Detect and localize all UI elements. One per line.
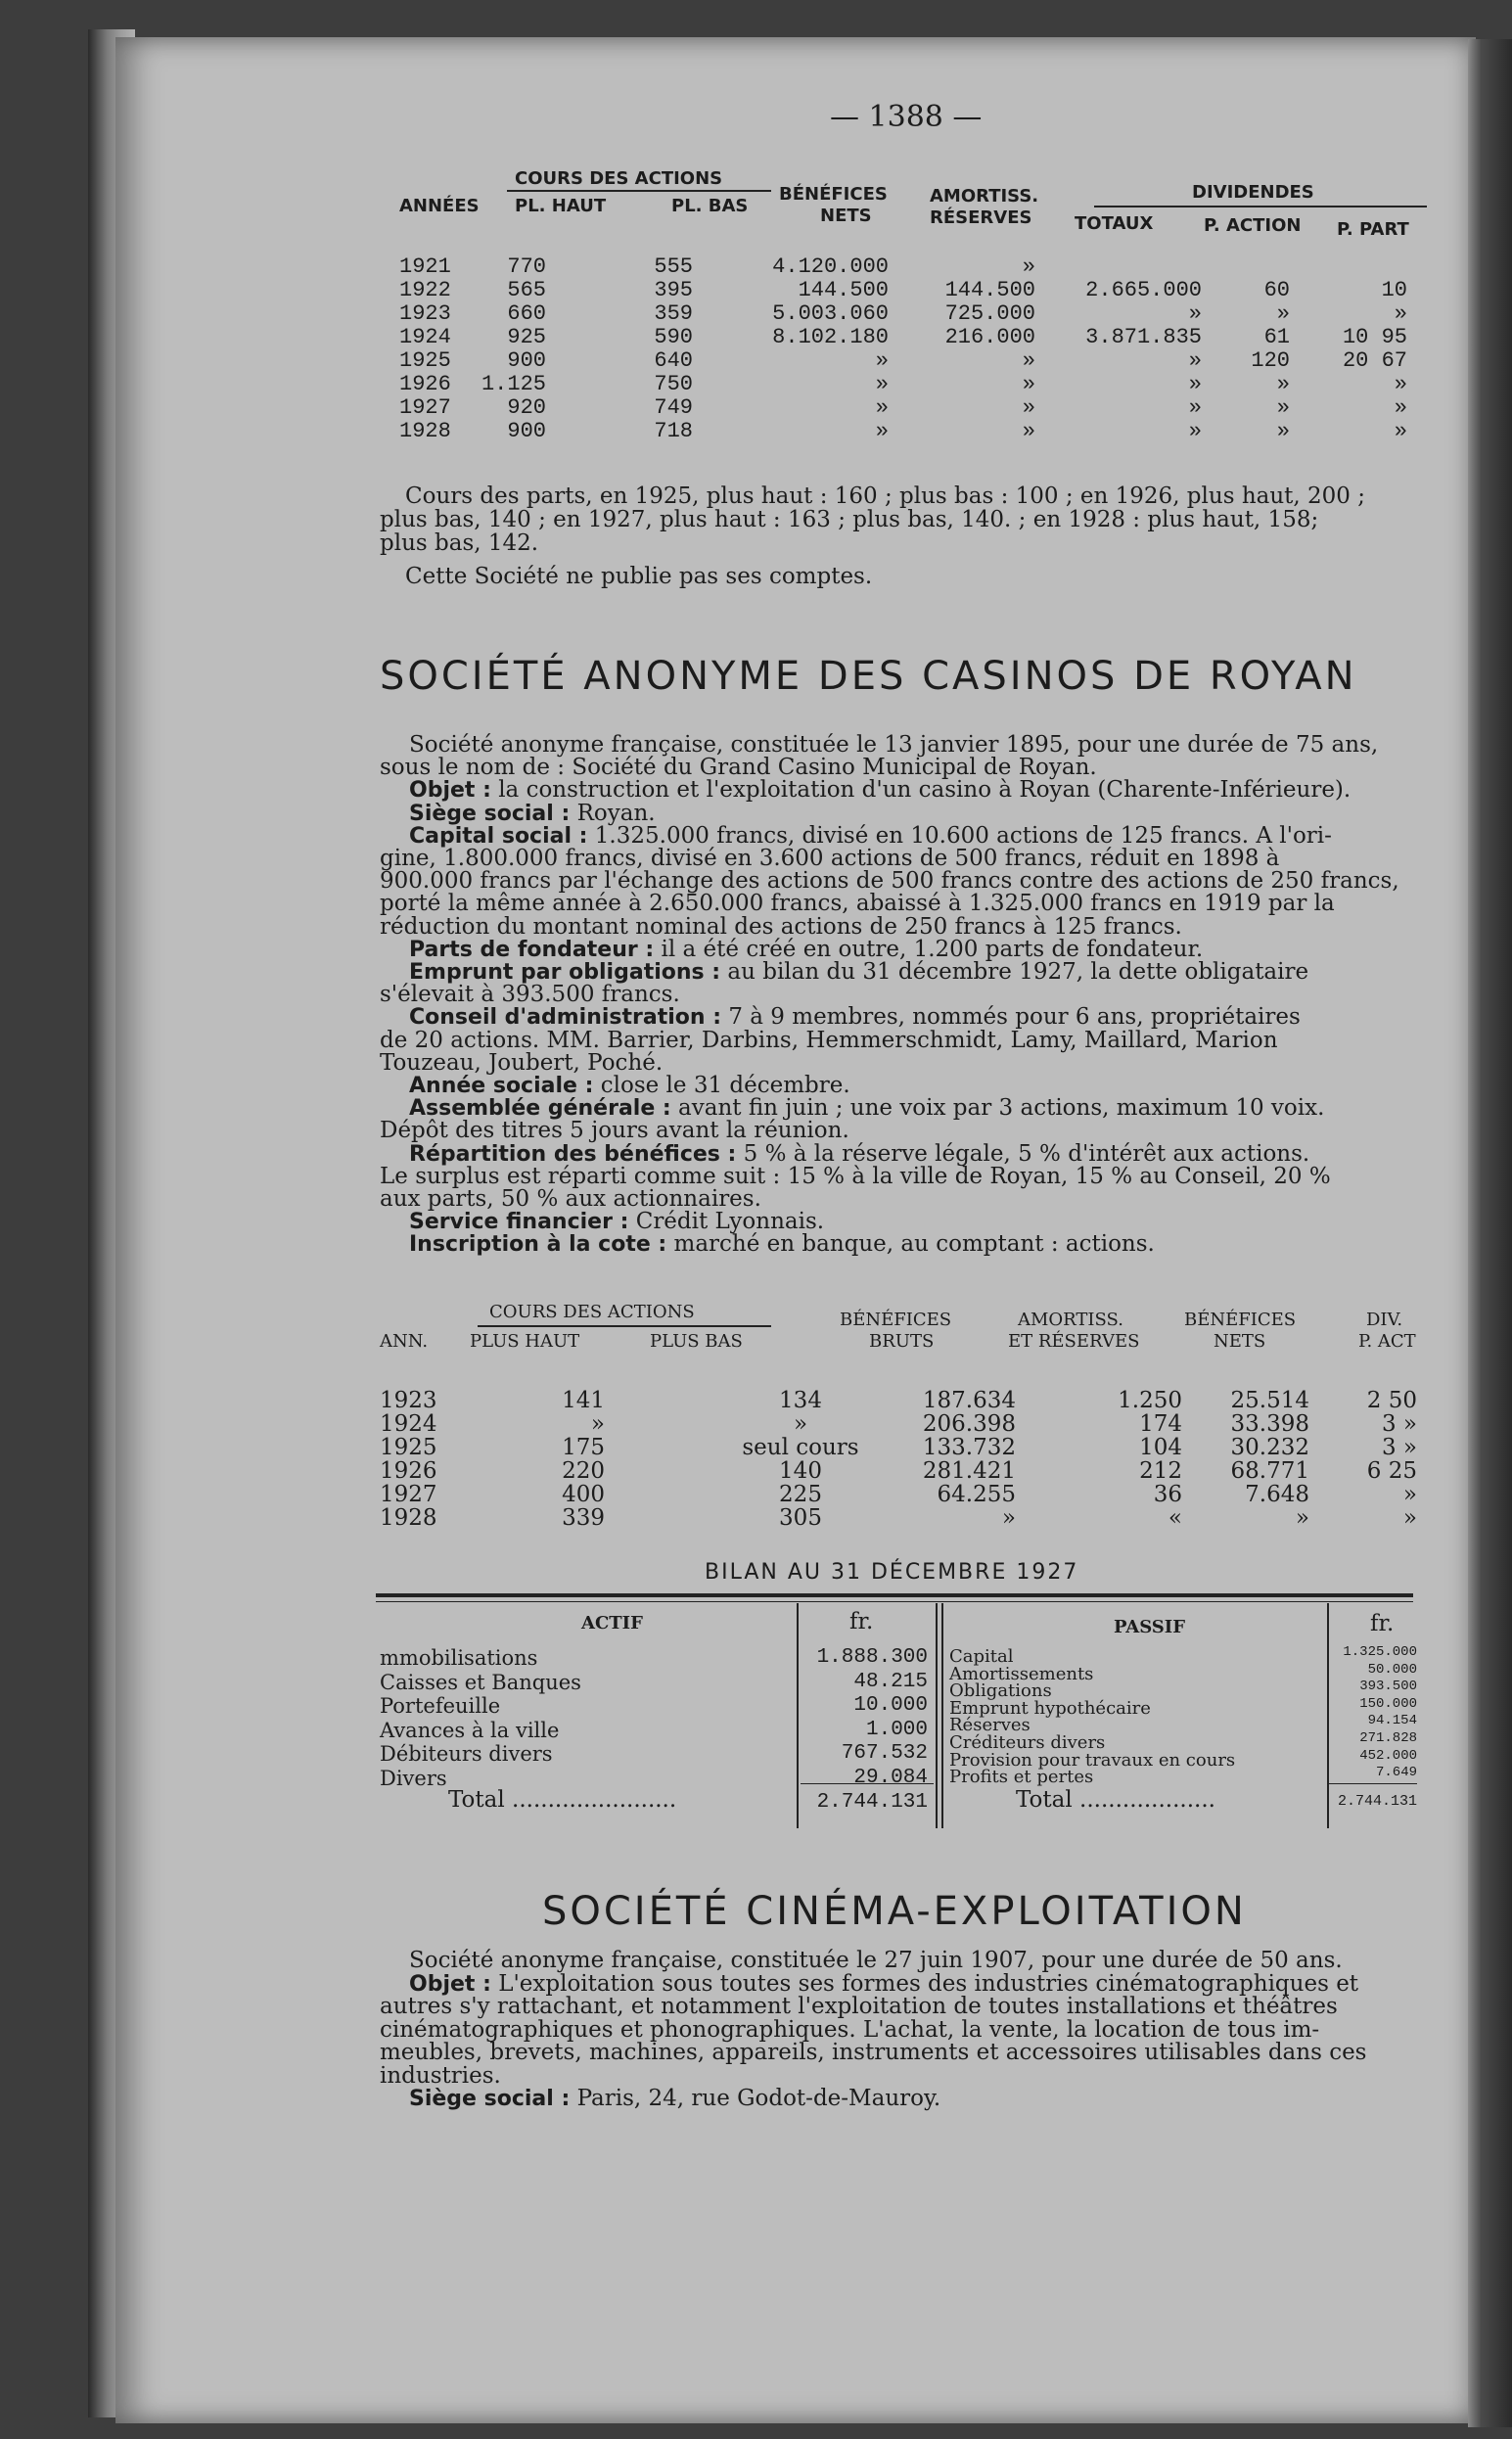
t1-cell-benef: 8.102.180 — [772, 325, 889, 349]
cinema-line — [409, 2088, 940, 2110]
bilan-total-actif-value: 2.744.131 — [816, 1791, 928, 1814]
t1-cell-year: 1926 — [399, 372, 451, 396]
t2-cell-div: 3 » — [1381, 1435, 1417, 1460]
t1-div-rule — [1094, 206, 1427, 207]
t1-cell-haut: 900 — [507, 419, 546, 443]
bilan-actif-label-item: Avances à la ville — [380, 1718, 560, 1742]
royan-line — [409, 822, 1332, 849]
t1-cell-year: 1928 — [399, 419, 451, 443]
royan-line — [380, 1188, 761, 1211]
t2-header-amort-2: ET RÉSERVES — [1008, 1331, 1140, 1352]
t1-cell-action: 120 — [1251, 348, 1290, 373]
t2-cell-haut: 141 — [562, 1388, 605, 1413]
paragraph-text: L'exploitation sous toutes ses formes des industries cinématographiques et — [490, 1970, 1359, 1997]
t1-header-amortiss: AMORTISS. — [930, 186, 1039, 207]
paragraph-heading: Parts de fondateur : — [409, 937, 655, 962]
t2-header-plus-haut: PLUS HAUT — [470, 1331, 580, 1352]
bilan-actif-label-item: Portefeuille — [380, 1694, 501, 1718]
t1-header-p-action: P. ACTION — [1204, 215, 1302, 236]
bilan-actif-fr: fr. — [849, 1609, 874, 1634]
bilan-passif-value: 7.649 — [1375, 1765, 1417, 1781]
t2-header-benef-nets-2: NETS — [1214, 1331, 1266, 1352]
t1-cell-action: » — [1276, 419, 1290, 443]
bilan-passif-label-item: Provision pour travaux en cours — [949, 1749, 1236, 1771]
paragraph-text: marché en banque, au comptant : actions. — [666, 1231, 1155, 1258]
t2-cell-bas: » — [793, 1411, 808, 1437]
t1-cell-amort: 725.000 — [944, 301, 1035, 326]
paragraph-heading: Siège social : — [409, 801, 571, 826]
t2-cell-year: 1924 — [380, 1411, 437, 1437]
t1-cell-amort: » — [1022, 254, 1035, 279]
t1-cell-action: » — [1276, 301, 1290, 326]
t1-header-pl-haut: PL. HAUT — [515, 196, 607, 216]
page-edge — [1468, 39, 1512, 2427]
cinema-line — [380, 1996, 1338, 2018]
bilan-actif-label-item: Divers — [380, 1766, 447, 1790]
paragraph-heading: Service financier : — [409, 1210, 629, 1235]
t2-cell-haut: 220 — [562, 1458, 605, 1484]
t1-cell-part: 20 67 — [1342, 348, 1407, 373]
t2-cell-bas: 134 — [779, 1388, 822, 1413]
paragraph-text: Royan. — [570, 800, 656, 826]
t1-cell-bas: 750 — [654, 372, 693, 396]
bilan-actif-label: ACTIF — [581, 1613, 643, 1634]
bilan-vrule-1 — [797, 1603, 799, 1828]
t2-cell-year: 1923 — [380, 1388, 437, 1413]
t1-cell-totaux: 2.665.000 — [1085, 278, 1202, 302]
parts-note-line-3: plus bas, 142. — [380, 530, 539, 556]
royan-line — [380, 1163, 1331, 1189]
cinema-line — [380, 2062, 501, 2089]
royan-line — [409, 936, 1204, 962]
bilan-actif-value: 10.000 — [853, 1694, 928, 1717]
t1-cell-benef: » — [875, 372, 889, 396]
t2-cell-haut: 339 — [562, 1505, 605, 1531]
t2-cell-amort: 36 — [1153, 1482, 1182, 1507]
royan-line — [409, 1006, 1301, 1029]
royan-line — [409, 1211, 824, 1233]
royan-title: SOCIÉTÉ ANONYME DES CASINOS DE ROYAN — [380, 654, 1357, 699]
t1-cell-amort: » — [1022, 419, 1035, 443]
t1-header-cours: COURS DES ACTIONS — [515, 168, 723, 189]
t2-header-div-1: DIV. — [1366, 1310, 1403, 1330]
paragraph-text: 900.000 francs par l'échange des actions de 500 francs contre des actions de 250 francs, — [380, 868, 1399, 895]
t2-cell-year: 1925 — [380, 1435, 437, 1460]
bilan-vrule-2 — [936, 1603, 938, 1828]
paragraph-heading: Conseil d'administration : — [409, 1005, 722, 1031]
paragraph-heading: Année sociale : — [409, 1074, 594, 1098]
cinema-title: SOCIÉTÉ CINÉMA-EXPLOITATION — [542, 1889, 1247, 1934]
t1-cell-action: 60 — [1263, 278, 1290, 302]
t2-cell-year: 1928 — [380, 1505, 437, 1531]
royan-line — [380, 870, 1399, 893]
paragraph-heading: Objet : — [409, 778, 491, 804]
t2-cell-bruts: 64.255 — [937, 1482, 1016, 1507]
t1-header-pl-bas: PL. BAS — [671, 196, 749, 216]
t2-cell-nets: 68.771 — [1230, 1458, 1309, 1484]
royan-line — [380, 984, 680, 1006]
t1-cell-year: 1927 — [399, 395, 451, 420]
royan-line — [409, 1233, 1155, 1256]
royan-line — [380, 848, 1279, 870]
paragraph-text: Société anonyme française, constituée le 27 juin 1907, pour une durée de 50 ans. — [409, 1948, 1343, 1973]
t2-cell-amort: 1.250 — [1118, 1388, 1182, 1413]
t2-cell-div: » — [1402, 1482, 1417, 1507]
paragraph-text: 1.325.000 francs, divisé en 10.600 actions de 125 francs. A l'ori- — [587, 822, 1332, 849]
t2-cell-bruts: 206.398 — [922, 1411, 1016, 1437]
t2-cell-bruts: 281.421 — [922, 1458, 1016, 1484]
t2-cell-amort: 212 — [1139, 1458, 1182, 1484]
t1-cell-part: » — [1394, 395, 1407, 420]
t1-cell-bas: 590 — [654, 325, 693, 349]
t1-cell-benef: » — [875, 419, 889, 443]
royan-line — [380, 757, 1097, 779]
t1-cell-amort: 216.000 — [944, 325, 1035, 349]
paragraph-text: réduction du montant nominal des actions de 250 francs à 125 francs. — [380, 913, 1182, 940]
paragraph-heading: Répartition des bénéfices : — [409, 1141, 737, 1167]
bilan-passif-label-item: Créditeurs divers — [949, 1732, 1106, 1753]
t1-cell-bas: 359 — [654, 301, 693, 326]
t2-cell-div: 6 25 — [1366, 1458, 1417, 1484]
bilan-passif-label-item: Obligations — [949, 1680, 1052, 1702]
t2-header-benef-bruts-1: BÉNÉFICES — [840, 1310, 952, 1330]
t1-cell-totaux: » — [1188, 348, 1202, 373]
bilan-passif-label-item: Emprunt hypothécaire — [949, 1697, 1151, 1719]
t1-cell-year: 1922 — [399, 278, 451, 302]
bilan-actif-value: 29.084 — [853, 1766, 928, 1789]
cinema-line — [380, 2016, 1320, 2043]
parts-note-line-4: Cette Société ne publie pas ses comptes. — [405, 564, 873, 589]
t2-header-div-2: P. ACT — [1358, 1331, 1416, 1352]
paragraph-heading: Siège social : — [409, 2087, 571, 2111]
t1-cell-totaux: » — [1188, 419, 1202, 443]
t1-cell-bas: 395 — [654, 278, 693, 302]
t1-cell-part: » — [1394, 301, 1407, 326]
t2-header-amort-1: AMORTISS. — [1018, 1310, 1123, 1330]
t2-cell-haut: 175 — [562, 1435, 605, 1460]
bilan-passif-label-item: Amortissements — [949, 1663, 1094, 1684]
t2-cell-div: 2 50 — [1366, 1388, 1417, 1413]
paragraph-text: il a été créé en outre, 1.200 parts de fondateur. — [654, 936, 1204, 962]
paragraph-heading: Capital social : — [409, 823, 588, 849]
t2-cell-bas: 140 — [779, 1458, 822, 1484]
t1-cell-haut: 920 — [507, 395, 546, 420]
t2-cell-amort: 104 — [1139, 1435, 1182, 1460]
t2-cell-nets: 7.648 — [1245, 1482, 1309, 1507]
bilan-total-passif-label: Total ................... — [1016, 1787, 1215, 1813]
t1-cell-benef: 4.120.000 — [772, 254, 889, 279]
bilan-passif-fr: fr. — [1370, 1611, 1395, 1636]
t2-cell-div: » — [1402, 1505, 1417, 1531]
t2-header-plus-bas: PLUS BAS — [650, 1331, 743, 1352]
t2-cell-bas: 225 — [779, 1482, 822, 1507]
t2-cell-bas: 305 — [779, 1505, 822, 1531]
paragraph-text: close le 31 décembre. — [593, 1073, 850, 1098]
t2-cell-year: 1927 — [380, 1482, 437, 1507]
paragraph-text: Touzeau, Joubert, Poché. — [380, 1049, 664, 1076]
cinema-line — [380, 2042, 1367, 2064]
t2-cell-nets: 25.514 — [1230, 1388, 1309, 1413]
royan-line — [380, 1049, 664, 1076]
parts-note-line-2: plus bas, 140 ; en 1927, plus haut : 163 ; plus bas, 140. ; en 1928 : plus haut, 158; — [380, 507, 1319, 532]
royan-line — [409, 1075, 850, 1097]
t2-cell-year: 1926 — [380, 1458, 437, 1484]
paragraph-text: gine, 1.800.000 francs, divisé en 3.600 actions de 500 francs, réduit en 1898 à — [380, 846, 1280, 871]
t1-header-reserves: RÉSERVES — [930, 207, 1032, 228]
bilan-passif-value: 452.000 — [1359, 1747, 1417, 1764]
t1-cell-part: » — [1394, 372, 1407, 396]
t2-header-cours: COURS DES ACTIONS — [489, 1302, 695, 1322]
paragraph-heading: Emprunt par obligations : — [409, 960, 721, 985]
t1-cell-part: » — [1394, 419, 1407, 443]
bilan-top-rule — [376, 1593, 1413, 1597]
paragraph-text: sous le nom de : Société du Grand Casino Municipal de Royan. — [380, 755, 1097, 781]
t2-cell-div: 3 » — [1381, 1411, 1417, 1437]
t2-cell-bas: seul cours — [742, 1435, 859, 1460]
royan-line — [380, 1120, 849, 1142]
royan-line — [409, 1097, 1324, 1120]
t1-cell-haut: 925 — [507, 325, 546, 349]
paragraph-heading: Assemblée générale : — [409, 1096, 671, 1122]
t1-cell-year: 1925 — [399, 348, 451, 373]
t1-header-dividendes: DIVIDENDES — [1192, 182, 1314, 203]
paragraph-text: aux parts, 50 % aux actionnaires. — [380, 1186, 761, 1212]
paragraph-text: de 20 actions. MM. Barrier, Darbins, Hemmerschmidt, Lamy, Maillard, Marion — [380, 1027, 1278, 1053]
cinema-line — [409, 1970, 1359, 1997]
t1-cell-amort: » — [1022, 372, 1035, 396]
bilan-passif-value: 50.000 — [1367, 1661, 1417, 1678]
paragraph-text: Le surplus est réparti comme suit : 15 % à la ville de Royan, 15 % au Conseil, 20 % — [380, 1163, 1331, 1189]
bilan-actif-value: 1.888.300 — [816, 1646, 928, 1669]
t2-cours-rule — [478, 1325, 771, 1327]
bilan-actif-sum-rule — [801, 1783, 934, 1784]
t1-header-annees: ANNÉES — [399, 196, 480, 216]
t1-cell-haut: 770 — [507, 254, 546, 279]
t1-cell-action: » — [1276, 395, 1290, 420]
bilan-passif-sum-rule — [1329, 1783, 1417, 1784]
bilan-passif-label-item: Profits et pertes — [949, 1767, 1094, 1788]
cinema-line — [409, 1950, 1343, 1972]
t1-cell-haut: 1.125 — [481, 372, 546, 396]
paragraph-text: 7 à 9 membres, nommés pour 6 ans, propriétaires — [721, 1004, 1301, 1031]
t1-cell-bas: 718 — [654, 419, 693, 443]
paragraph-heading: Objet : — [409, 1971, 491, 1997]
t1-cell-year: 1923 — [399, 301, 451, 326]
t1-cell-haut: 900 — [507, 348, 546, 373]
bilan-actif-label-item: Débiteurs divers — [380, 1742, 553, 1766]
royan-line — [409, 800, 656, 826]
royan-line — [380, 893, 1335, 915]
t2-cell-amort: 174 — [1139, 1411, 1182, 1437]
bilan-vrule-3 — [941, 1603, 943, 1828]
bilan-passif-value: 150.000 — [1359, 1695, 1417, 1712]
t2-cell-bruts: 133.732 — [922, 1435, 1016, 1460]
t2-header-benef-nets-1: BÉNÉFICES — [1184, 1310, 1297, 1330]
t1-cours-rule — [507, 190, 771, 192]
t1-cell-totaux: 3.871.835 — [1085, 325, 1202, 349]
t1-cell-totaux: » — [1188, 395, 1202, 420]
bilan-actif-label-item: mmobilisations — [380, 1646, 538, 1670]
t1-cell-part: 10 95 — [1342, 325, 1407, 349]
paragraph-text: la construction et l'exploitation d'un casino à Royan (Charente-Inférieure). — [490, 777, 1352, 804]
t1-cell-year: 1924 — [399, 325, 451, 349]
t1-cell-bas: 555 — [654, 254, 693, 279]
bilan-passif-label: PASSIF — [1114, 1617, 1185, 1637]
t2-cell-haut: 400 — [562, 1482, 605, 1507]
t1-cell-action: » — [1276, 372, 1290, 396]
book-page — [115, 37, 1476, 2423]
paragraph-text: Crédit Lyonnais. — [628, 1209, 825, 1235]
bilan-passif-label-item: Réserves — [949, 1715, 1031, 1736]
bilan-actif-label-item: Caisses et Banques — [380, 1670, 581, 1694]
royan-line — [409, 961, 1308, 984]
paragraph-text: 5 % à la réserve légale, 5 % d'intérêt aux actions. — [736, 1140, 1310, 1167]
bilan-actif-value: 1.000 — [865, 1718, 928, 1741]
bilan-passif-value: 271.828 — [1359, 1730, 1417, 1746]
t1-header-p-part: P. PART — [1337, 219, 1409, 240]
bilan-total-actif-label: Total ....................... — [448, 1787, 677, 1813]
royan-line — [409, 1140, 1310, 1167]
paragraph-text: Dépôt des titres 5 jours avant la réunion. — [380, 1118, 849, 1144]
t2-cell-nets: 33.398 — [1230, 1411, 1309, 1437]
t1-cell-amort: » — [1022, 395, 1035, 420]
t2-cell-bruts: » — [1001, 1505, 1016, 1531]
t1-cell-totaux: » — [1188, 372, 1202, 396]
t2-cell-bruts: 187.634 — [922, 1388, 1016, 1413]
paragraph-heading: Inscription à la cote : — [409, 1232, 667, 1258]
t2-cell-haut: » — [590, 1411, 605, 1437]
t2-header-benef-bruts-2: BRUTS — [869, 1331, 935, 1352]
bilan-actif-value: 767.532 — [841, 1742, 928, 1765]
t1-header-totaux: TOTAUX — [1075, 213, 1154, 234]
t1-cell-benef: 5.003.060 — [772, 301, 889, 326]
royan-line — [380, 1027, 1278, 1053]
t1-cell-year: 1921 — [399, 254, 451, 279]
t1-cell-action: 61 — [1263, 325, 1290, 349]
paragraph-text: industries. — [380, 2062, 501, 2089]
bilan-passif-value: 393.500 — [1359, 1679, 1417, 1695]
t1-cell-benef: 144.500 — [798, 278, 889, 302]
bilan-total-passif-value: 2.744.131 — [1337, 1793, 1417, 1810]
t1-cell-totaux: » — [1188, 301, 1202, 326]
t1-header-nets: NETS — [820, 206, 872, 226]
bilan-passif-value: 94.154 — [1367, 1713, 1417, 1729]
parts-note-line-1: Cours des parts, en 1925, plus haut : 160 ; plus bas : 100 ; en 1926, plus haut, 200 ; — [405, 483, 1365, 509]
paragraph-text: autres s'y rattachant, et notamment l'exploitation de toutes installations et théâtres — [380, 1994, 1338, 2019]
t1-header-benefices: BÉNÉFICES — [779, 184, 888, 205]
t1-cell-benef: » — [875, 348, 889, 373]
t2-cell-amort: « — [1168, 1505, 1182, 1531]
t1-cell-part: 10 — [1381, 278, 1407, 302]
paragraph-text: meubles, brevets, machines, appareils, instruments et accessoires utilisables dans ces — [380, 2040, 1367, 2065]
bilan-actif-value: 48.215 — [853, 1670, 928, 1693]
t1-cell-benef: » — [875, 395, 889, 420]
page-number: — 1388 — — [830, 100, 983, 134]
paragraph-text: au bilan du 31 décembre 1927, la dette obligataire — [720, 959, 1309, 985]
paragraph-text: s'élevait à 393.500 francs. — [380, 982, 680, 1008]
t1-cell-bas: 749 — [654, 395, 693, 420]
bilan-passif-value: 1.325.000 — [1343, 1644, 1417, 1660]
royan-line — [409, 734, 1378, 757]
t2-header-ann: ANN. — [380, 1331, 429, 1352]
t2-cell-nets: 30.232 — [1230, 1435, 1309, 1460]
paragraph-text: avant fin juin ; une voix par 3 actions, maximum 10 voix. — [670, 1095, 1325, 1122]
t1-cell-amort: » — [1022, 348, 1035, 373]
bilan-title: BILAN AU 31 DÉCEMBRE 1927 — [705, 1560, 1079, 1585]
t2-cell-nets: » — [1295, 1505, 1309, 1531]
royan-line — [409, 779, 1351, 802]
bilan-top-rule-thin — [376, 1601, 1413, 1602]
royan-line — [380, 913, 1182, 940]
t1-cell-haut: 660 — [507, 301, 546, 326]
t1-cell-haut: 565 — [507, 278, 546, 302]
paragraph-text: Paris, 24, rue Godot-de-Mauroy. — [570, 2086, 941, 2111]
paragraph-text: cinématographiques et phonographiques. L'achat, la vente, la location de tous im- — [380, 2016, 1320, 2043]
bilan-passif-label-item: Capital — [949, 1646, 1014, 1667]
paragraph-text: porté la même année à 2.650.000 francs, abaissé à 1.325.000 francs en 1919 par la — [380, 891, 1335, 917]
t1-cell-amort: 144.500 — [944, 278, 1035, 302]
t1-cell-bas: 640 — [654, 348, 693, 373]
paragraph-text: Société anonyme française, constituée le 13 janvier 1895, pour une durée de 75 ans, — [409, 732, 1379, 758]
